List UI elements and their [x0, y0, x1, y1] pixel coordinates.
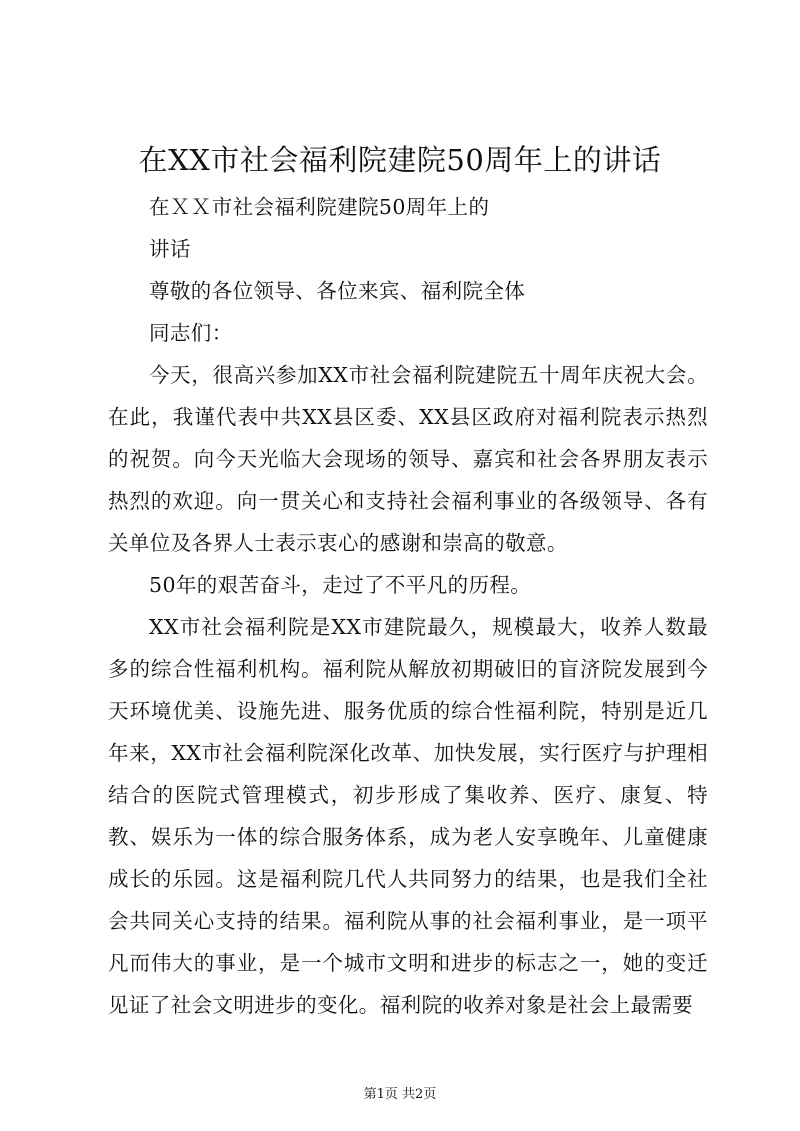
paragraph: 今天，很高兴参加XX市社会福利院建院五十周年庆祝大会。在此，我谨代表中共XX县区委、XX县区政府对福利院表示热烈的祝贺。向今天光临大会现场的领导、嘉宾和社会各界朋友表示热烈的欢迎。向一贯关心和支持社会福利事业的各级领导、各有关单位及各界人士表示衷心的感谢和崇高的敬意。	[108, 363, 708, 555]
document-body	[108, 186, 708, 1026]
paragraph: 同志们：	[149, 321, 233, 345]
paragraph: 尊敬的各位领导、各位来宾、福利院全体	[149, 279, 526, 303]
page-footer: 第1页 共2页	[363, 1087, 437, 1102]
paragraph: 50年的艰苦奋斗，走过了不平凡的历程。	[149, 573, 532, 597]
paragraph: 讲话	[149, 237, 191, 261]
paragraph: XX市社会福利院是XX市建院最久，规模最大，收养人数最多的综合性福利机构。福利院从解放初期破旧的盲济院发展到今天环境优美、设施先进、服务优质的综合性福利院，特别是近几年来，XX市社会福利院深化改革、加快发展，实行医疗与护理相结合的医院式管理模式，初步形成了集收养、医疗、康复、特教、娱乐为一体的综合服务体系，成为老人安享晚年、儿童健康成长的乐园。这是福利院几代人共同努力的结果，也是我们全社会共同关心支持的结果。福利院从事的社会福利事业，是一项平凡而伟大的事业，是一个城市文明和进步的标志之一，她的变迁见证了社会文明进步的变化。福利院的收养对象是社会上最需要	[108, 615, 708, 1017]
document-title: 在XX市社会福利院建院50周年上的讲话	[138, 143, 662, 177]
paragraph: 在ＸＸ市社会福利院建院50周年上的	[149, 195, 490, 219]
